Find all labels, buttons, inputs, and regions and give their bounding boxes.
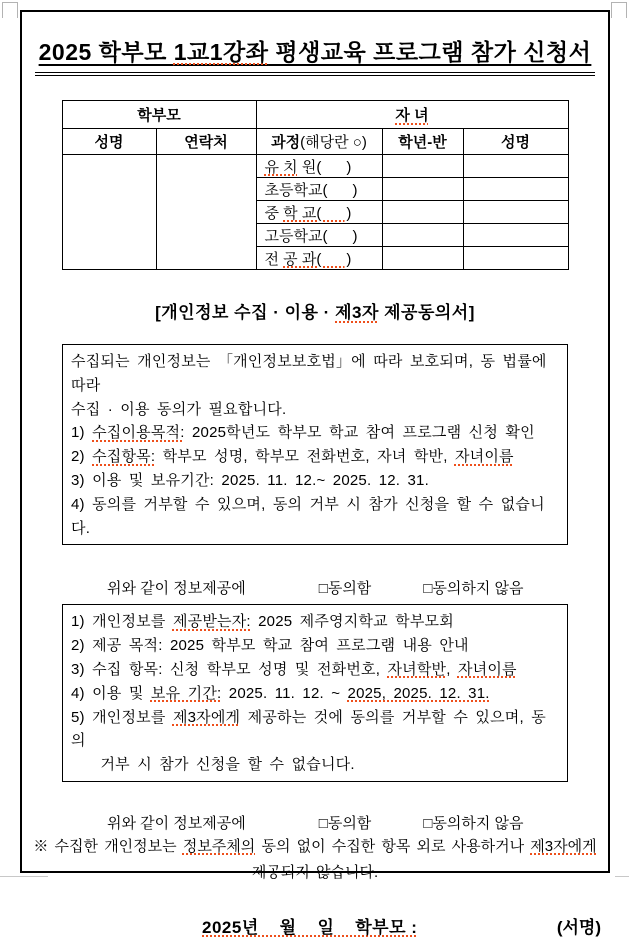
child-name-input-cell[interactable]: [463, 247, 568, 270]
notice-line: 거부 시 참가 신청을 할 수 없습니다.: [71, 756, 355, 774]
privacy-footnote: [28, 834, 602, 886]
form-sheet-border: [20, 10, 610, 937]
form-title: 2025 학부모 1교1강좌 평생교육 프로그램 참가 신청서: [35, 34, 596, 76]
notice-line: 4) 동의를 거부할 수 있으며, 동의 거부 시 참가 신청을 할 수 없습니다.: [71, 495, 545, 537]
signature-row: [22, 913, 608, 938]
parent-contact-input-cell[interactable]: [156, 155, 256, 270]
consent-row-third-party: [62, 795, 568, 832]
grade-class-input-cell[interactable]: [382, 155, 463, 178]
consent-lead-text: 위와 같이 정보제공에: [107, 580, 246, 598]
group-header-parent: 학부모: [62, 101, 256, 129]
course-cell-major-course[interactable]: 전 공 과( ): [256, 247, 382, 270]
grade-class-input-cell[interactable]: [382, 178, 463, 201]
course-cell-middle-school[interactable]: 중 학 교( ): [256, 201, 382, 224]
consent-lead-text: 위와 같이 정보제공에: [107, 814, 246, 832]
disagree-label: 동의하지 않음: [432, 580, 524, 598]
course-cell-high-school[interactable]: 고등학교( ): [256, 224, 382, 247]
consent-section-title: [개인정보 수집 · 이용 · 제3자 제공동의서]: [155, 303, 475, 322]
footnote-line-1: ※ 수집한 개인정보는 정보주체의 동의 없이 수집한 항목 외로 사용하거나 제3자에게: [33, 837, 597, 855]
consent-row-collection: [62, 560, 568, 598]
notice-line: 2) 수집항목: 학부모 성명, 학부모 전화번호, 자녀 학반, 자녀이름: [71, 448, 514, 466]
child-name-input-cell[interactable]: [463, 224, 568, 247]
notice-line: 5) 개인정보를 제3자에게 제공하는 것에 동의를 거부할 수 있으며, 동의: [71, 708, 546, 750]
child-name-input-cell[interactable]: [463, 201, 568, 224]
agree-label: 동의함: [327, 580, 372, 598]
parent-child-info-table: [62, 100, 569, 270]
col-header-parent-contact: 연락처: [156, 129, 256, 155]
course-cell-elementary[interactable]: 초등학교( ): [256, 178, 382, 201]
checkbox-icon: □: [423, 814, 433, 832]
checkbox-icon: □: [318, 814, 328, 832]
grade-class-input-cell[interactable]: [382, 224, 463, 247]
col-header-child-name: 성명: [463, 129, 568, 155]
grade-class-input-cell[interactable]: [382, 201, 463, 224]
grade-class-input-cell[interactable]: [382, 247, 463, 270]
child-name-input-cell[interactable]: [463, 155, 568, 178]
notice-line: 수집되는 개인정보는 「개인정보보호법」에 따라 보호되며, 동 법률에 따라: [71, 353, 554, 394]
signature-label: (서명): [556, 917, 601, 937]
notice-line: 1) 개인정보를 제공받는자: 2025 제주영지학교 학부모회: [71, 613, 454, 631]
col-header-parent-name: 성명: [62, 129, 156, 155]
page-edge-line-right: [615, 876, 629, 877]
footnote-line-2: 제공되지 않습니다.: [251, 863, 379, 881]
checkbox-icon: □: [318, 580, 328, 598]
agree-checkbox-1[interactable]: [319, 580, 372, 597]
disagree-label: 동의하지 않음: [432, 814, 524, 832]
disagree-checkbox-1[interactable]: [423, 580, 523, 597]
title-wrap: [22, 34, 608, 76]
checkbox-icon: □: [423, 580, 433, 598]
agree-checkbox-2[interactable]: [319, 815, 372, 832]
page-corner-mark-top-right: [611, 2, 627, 18]
notice-line: 2) 제공 목적: 2025 학부모 학교 참여 프로그램 내용 안내: [71, 637, 469, 655]
child-name-input-cell[interactable]: [463, 178, 568, 201]
agree-label: 동의함: [327, 814, 372, 832]
signature-date-phrase[interactable]: 2025년 월 일 학부모 :: [202, 917, 418, 937]
third-party-consent-notice-box: [62, 604, 568, 782]
course-cell-kindergarten[interactable]: 유 치 원( ): [256, 155, 382, 178]
parent-name-input-cell[interactable]: [62, 155, 156, 270]
col-header-grade-class: 학년-반: [382, 129, 463, 155]
notice-line: 1) 수집이용목적: 2025학년도 학부모 학교 참여 프로그램 신청 확인: [71, 424, 535, 442]
notice-line: 4) 이용 및 보유 기간: 2025. 11. 12. ~ 2025, 2025. 12. 31.: [71, 684, 490, 702]
disagree-checkbox-2[interactable]: [423, 815, 523, 832]
notice-line: 3) 이용 및 보유기간: 2025. 11. 12.~ 2025. 12. 31.: [71, 471, 429, 489]
notice-line: 3) 수집 항목: 신청 학부모 성명 및 전화번호, 자녀학반, 자녀이름: [71, 660, 517, 678]
page-corner-mark-top-left: [2, 2, 18, 18]
collection-consent-notice-box: [62, 344, 568, 545]
group-header-child: 자 녀: [256, 101, 568, 129]
col-header-course: 과정(해당란 ○): [256, 129, 382, 155]
notice-line: 수집 · 이용 동의가 필요합니다.: [71, 400, 287, 418]
